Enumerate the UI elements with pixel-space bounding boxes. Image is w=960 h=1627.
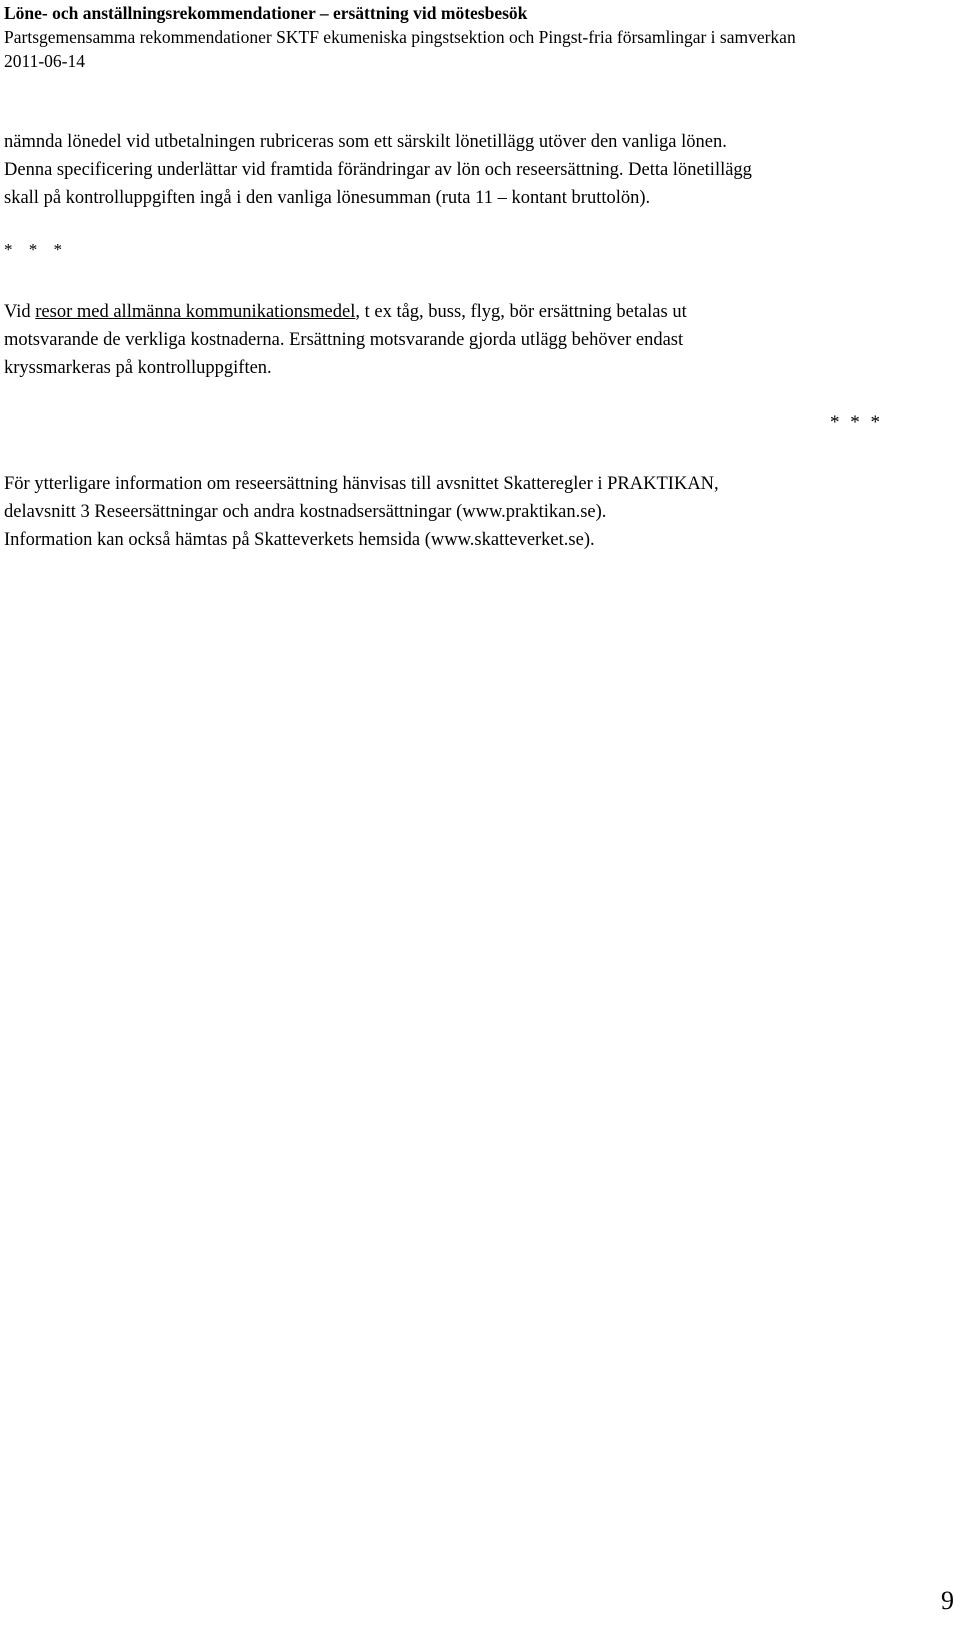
- paragraph-line: [4, 298, 954, 326]
- document-date: 2011-06-14: [4, 51, 86, 71]
- paragraph-line: Denna specificering underlättar vid framtida förändringar av lön och reseersättning. Detta lönetillägg: [4, 160, 752, 180]
- section-separator: * * *: [4, 240, 68, 259]
- paragraph-public-transport: [4, 298, 954, 382]
- document-subtitle: Partsgemensamma rekommendationer SKTF ekumeniska pingstsektion och Pingst-fria församlingar i samverkan: [4, 27, 796, 47]
- paragraph-line: motsvarande de verkliga kostnaderna. Ersättning motsvarande gjorda utlägg behöver endast: [4, 330, 684, 350]
- document-header: [4, 0, 954, 73]
- paragraph-line: nämnda lönedel vid utbetalningen rubriceras som ett särskilt lönetillägg utöver den vanliga lönen.: [4, 132, 727, 152]
- line-end-text: , t ex tåg, buss, flyg, bör ersättning betalas ut: [355, 302, 687, 322]
- paragraph-line: skall på kontrolluppgiften ingå i den vanliga lönesumman (ruta 11 – kontant bruttolön).: [4, 188, 651, 208]
- paragraph-line: För ytterligare information om reseersättning hänvisas till avsnittet Skatteregler i PRAKTIKAN,: [4, 474, 719, 494]
- section-separator: * * *: [830, 412, 883, 433]
- document-title: Löne- och anställningsrekommendationer – ersättning vid mötesbesök: [4, 3, 528, 23]
- underlined-term: resor med allmänna kommunikationsmedel: [35, 302, 356, 322]
- paragraph-line: kryssmarkeras på kontrolluppgiften.: [4, 358, 272, 378]
- paragraph-salary-supplement: [4, 128, 954, 212]
- line-start-text: Vid: [4, 302, 36, 322]
- page-number: 9: [941, 1586, 954, 1615]
- paragraph-further-information: [4, 470, 954, 554]
- paragraph-line: delavsnitt 3 Reseersättningar och andra kostnadsersättningar (www.praktikan.se).: [4, 502, 607, 522]
- paragraph-line: Information kan också hämtas på Skatteverkets hemsida (www.skatteverket.se).: [4, 530, 595, 550]
